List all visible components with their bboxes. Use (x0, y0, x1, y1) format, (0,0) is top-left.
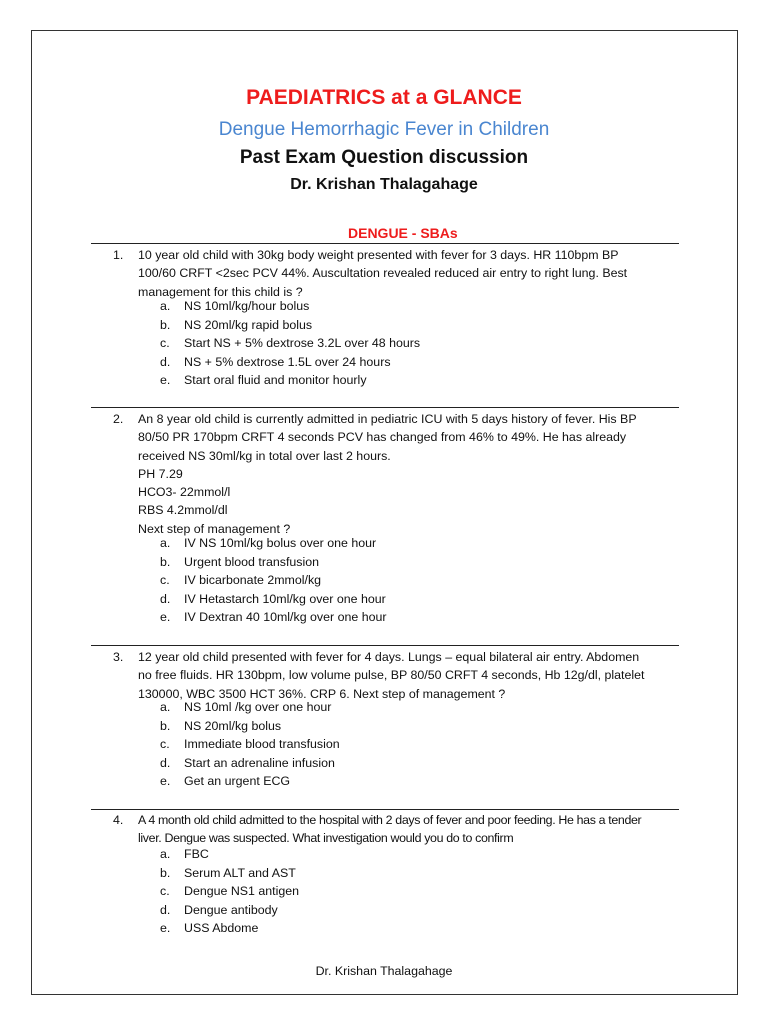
option-letter: a. (160, 700, 171, 714)
option-letter: d. (160, 354, 171, 369)
question-line: RBS 4.2mmol/dl (138, 503, 228, 518)
option-item (0, 772, 768, 791)
option-letter: e. (160, 610, 171, 625)
option-item (0, 698, 768, 717)
option-item (0, 754, 768, 773)
option-letter: c. (160, 884, 170, 899)
divider-line (91, 243, 679, 244)
option-item (0, 571, 768, 590)
option-item (0, 901, 768, 920)
option-item (0, 534, 768, 553)
document-subtitle: Dengue Hemorrhagic Fever in Children (218, 119, 550, 140)
option-item (0, 882, 768, 901)
question-number: 3. (113, 650, 124, 664)
option-text: USS Abdome (184, 921, 259, 936)
question-line: 10 year old child with 30kg body weight presented with fever for 3 days. HR 110bpm BP (138, 248, 619, 262)
question-line: liver. Dengue was suspected. What investigation would you do to confirm (138, 831, 514, 846)
option-item (0, 371, 768, 390)
option-text: IV bicarbonate 2mmol/kg (184, 573, 322, 588)
question-line: received NS 30ml/kg in total over last 2 hours. (138, 448, 391, 463)
author-name: Dr. Krishan Thalagahage (290, 176, 478, 193)
question-stem (138, 410, 673, 538)
option-text: Start oral fluid and monitor hourly (184, 373, 367, 388)
document-heading: Past Exam Question discussion (239, 147, 529, 168)
option-item (0, 334, 768, 353)
option-letter: b. (160, 718, 171, 733)
options-list (0, 698, 768, 791)
option-item (0, 845, 768, 864)
question-number: 4. (113, 813, 124, 827)
question-line: 130000, WBC 3500 HCT 36%. CRP 6. Next step of management ? (138, 686, 506, 701)
divider-line (91, 809, 679, 810)
divider-line (91, 645, 679, 646)
option-item (0, 590, 768, 609)
option-letter: a. (160, 536, 171, 550)
option-letter: c. (160, 336, 170, 351)
option-text: NS 10ml/kg/hour bolus (184, 299, 310, 313)
option-item (0, 353, 768, 372)
option-text: NS 20ml/kg bolus (184, 718, 282, 733)
question-stem (138, 648, 673, 703)
question-line: An 8 year old child is currently admitted in pediatric ICU with 5 days history of fever. His BP (138, 412, 637, 426)
divider-line (91, 407, 679, 408)
question-number: 1. (113, 248, 124, 262)
option-letter: b. (160, 554, 171, 569)
question-line: HCO3- 22mmol/l (138, 485, 231, 500)
option-text: Start NS + 5% dextrose 3.2L over 48 hours (184, 336, 421, 351)
option-letter: c. (160, 737, 170, 752)
option-letter: c. (160, 573, 170, 588)
option-letter: a. (160, 299, 171, 313)
option-text: Serum ALT and AST (184, 865, 296, 880)
option-text: IV Hetastarch 10ml/kg over one hour (184, 591, 386, 606)
option-text: Start an adrenaline infusion (184, 755, 335, 770)
option-text: IV Dextran 40 10ml/kg over one hour (184, 610, 387, 625)
option-text: NS + 5% dextrose 1.5L over 24 hours (184, 354, 391, 369)
option-letter: e. (160, 774, 171, 789)
option-letter: b. (160, 865, 171, 880)
option-item (0, 864, 768, 883)
option-text: Get an urgent ECG (184, 774, 291, 789)
question-number: 2. (113, 412, 124, 426)
section-title: DENGUE - SBAs (348, 225, 458, 241)
question-line: PH 7.29 (138, 466, 183, 481)
option-item (0, 717, 768, 736)
option-letter: d. (160, 591, 171, 606)
option-text: Dengue NS1 antigen (184, 884, 300, 899)
option-letter: e. (160, 373, 171, 388)
option-text: Immediate blood transfusion (184, 737, 340, 752)
option-item (0, 553, 768, 572)
option-letter: d. (160, 755, 171, 770)
question-line: management for this child is ? (138, 284, 303, 299)
option-letter: b. (160, 317, 171, 332)
option-text: FBC (184, 847, 209, 861)
question-stem (138, 811, 673, 848)
option-letter: d. (160, 902, 171, 917)
option-item (0, 735, 768, 754)
options-list (0, 845, 768, 938)
option-item (0, 608, 768, 627)
question-line: Next step of management ? (138, 521, 291, 536)
option-letter: e. (160, 921, 171, 936)
option-item (0, 297, 768, 316)
question-line: 80/50 PR 170bpm CRFT 4 seconds PCV has changed from 46% to 49%. He has already (138, 430, 627, 445)
question-line: 12 year old child presented with fever for 4 days. Lungs – equal bilateral air entry. Abdomen (138, 650, 640, 664)
option-letter: a. (160, 847, 171, 861)
question-line: A 4 month old child admitted to the hospital with 2 days of fever and poor feeding. He has a tender (138, 813, 642, 827)
option-text: NS 20ml/kg rapid bolus (184, 317, 313, 332)
option-item (0, 919, 768, 938)
question-line: no free fluids. HR 130bpm, low volume pulse, BP 80/50 CRFT 4 seconds, Hb 12g/dl, platelet (138, 668, 645, 683)
document-title: PAEDIATRICS at a GLANCE (246, 86, 522, 109)
options-list (0, 297, 768, 390)
page-footer: Dr. Krishan Thalagahage (315, 964, 453, 978)
question-line: 100/60 CRFT <2sec PCV 44%. Auscultation revealed reduced air entry to right lung. Best (138, 266, 628, 281)
option-item (0, 316, 768, 335)
option-text: Urgent blood transfusion (184, 554, 320, 569)
option-text: Dengue antibody (184, 902, 278, 917)
question-stem (138, 246, 673, 301)
options-list (0, 534, 768, 627)
option-text: NS 10ml /kg over one hour (184, 700, 332, 714)
option-text: IV NS 10ml/kg bolus over one hour (184, 536, 377, 550)
